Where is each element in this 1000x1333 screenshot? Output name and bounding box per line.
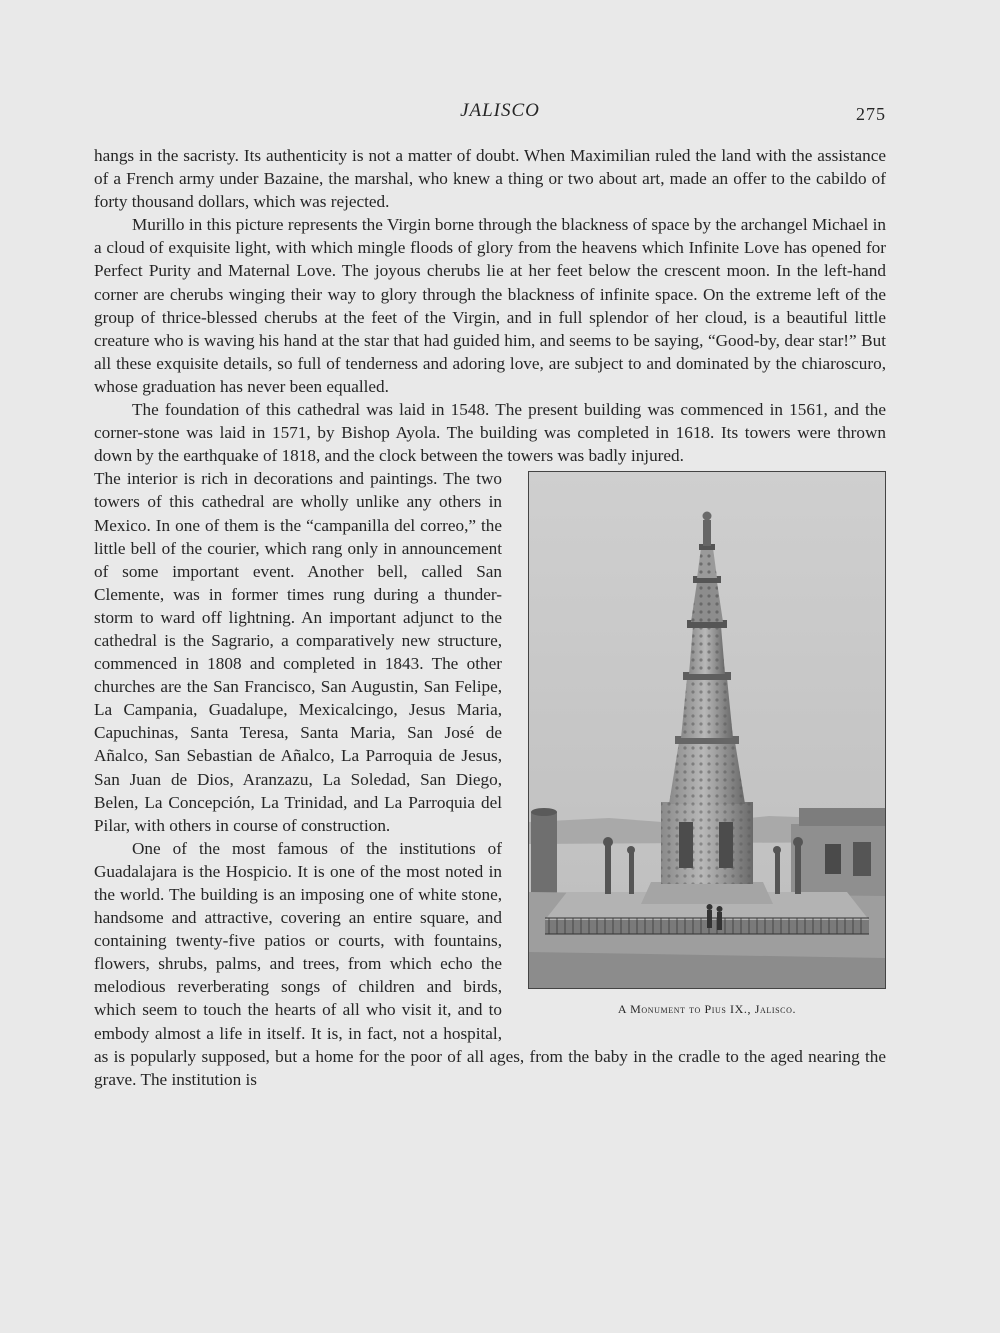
monument-photograph [528,471,886,989]
monument-illustration [529,472,885,988]
figure-caption: A Monument to Pius IX., Jalisco. [617,1002,797,1017]
paragraph: Murillo in this picture represents the Virgin borne through the blackness of space by the archangel Michael in a cloud of exquisite light, with which mingle floods of glory from the heavens which Infinite Love has opened for Perfect Purity and Maternal Love. The joyous cherubs lie at her feet below the crescent moon. In the left-hand corner are cherubs winging their way to glory through the blackness of infinite space. On the extreme left of the group of thrice-blessed cherubs at the feet of the Virgin, and in full splendor of her cloud, is a beautiful little creature who is waving his hand at the star that had guided him, and seems to be saying, “Good-by, dear star!” But all these exquisite details, so full of tenderness and adoring love, are subject to and dominated by the chiaroscuro, whose graduation has never been equalled. [94,215,886,396]
paragraph: hangs in the sacristy. Its authenticity is not a matter of doubt. When Maximilian ruled the land with the assistance of a French army under Bazaine, the marshal, who knew a thing or two about art, made an offer to the cabildo of forty thousand dollars, which was rejected. [94,146,886,212]
page-number: 275 [856,104,886,124]
paragraph: One of the most famous of the institutions of Guadalajara is the Hospicio. It is one of the most noted in the world. The building is an imposing one of white stone, handsome and attractive, covering an entire square, and containing twenty-five patios or courts, with fountains, flowers, shrubs, palms, and trees, from which echo the melodious reverberating songs of children and birds, which seem to touch the hearts of all who visit it, and to embody almost a life in itself. It is, in fact, not a hospital, as is popularly supposed, but a home for the poor of all ages, from the baby in the cradle to the aged nearing the grave. The institution is [94,838,886,1089]
paragraph: The foundation of this cathedral was laid in 1548. The present building was commenced in 1561, and the corner-stone was laid in 1571, by Bishop Ayola. The building was completed in 1618. Its towers were thrown down by the earthquake of 1818, and the clock between the towers was badly injured. [94,400,886,466]
body-text [94,144,886,1091]
paragraph: The interior is rich in decorations and paintings. The two towers of this cathedral are wholly unlike any others in Mexico. In one of them is the “campanilla del correo,” the little bell of the courier, which rang only in announcement of some important event. Another bell, called San Clemente, was in former times rung during a thunder-storm to ward off lightning. An important adjunct to the cathedral is the Sagrario, a comparatively new structure, commenced in 1808 and completed in 1843. The other churches are the San Francisco, San Augustin, San Felipe, La Campania, Guadalupe, Mexicalcingo, Jesus Maria, Capuchinas, Santa Teresa, Santa Maria, San José de Añalco, San Sebastian de Añalco, La Parroquia de Jesus, San Juan de Dios, Aranzazu, La Soledad, San Diego, Belen, La Concepción, La Trinidad, and La Parroquia del Pilar, with others in course of construction. [94,469,502,835]
running-head [0,100,1000,130]
running-title: JALISCO [460,100,540,121]
figure [524,471,886,1031]
